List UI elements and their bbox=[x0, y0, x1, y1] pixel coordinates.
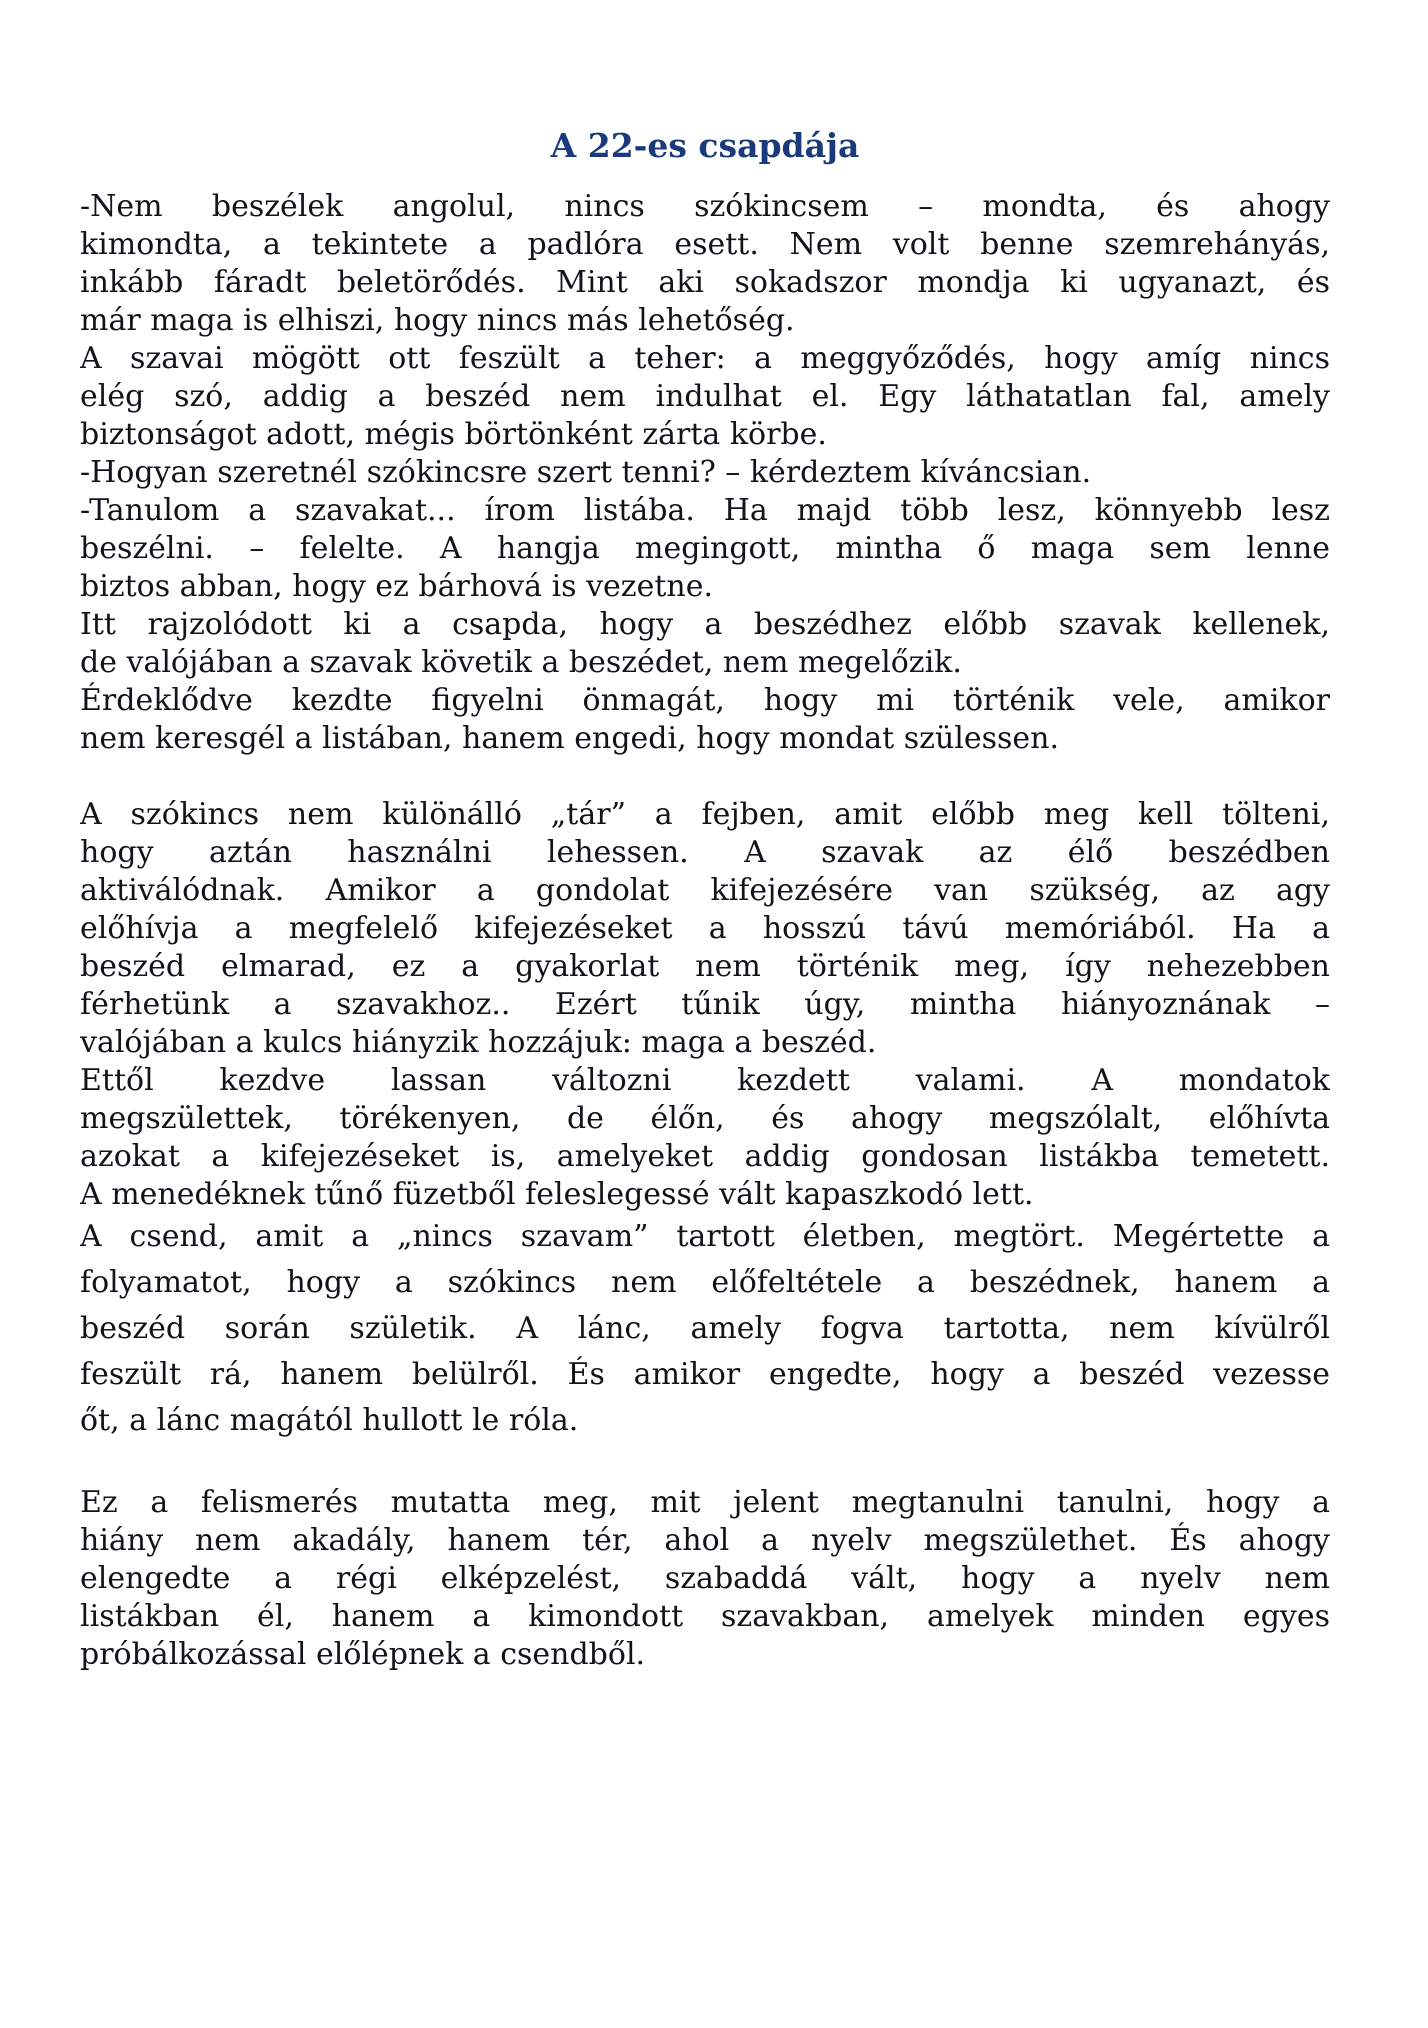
text-line: -Nem beszélek angolul, nincs szókincsem – mondta, és ahogy bbox=[80, 189, 1330, 224]
text-line: nem keresgél a listában, hanem engedi, hogy mondat szülessen. bbox=[80, 721, 1060, 756]
text-line: aktiválódnak. Amikor a gondolat kifejezésére van szükség, az agy bbox=[80, 873, 1330, 908]
document-body bbox=[80, 188, 1330, 1674]
text-line: kimondta, a tekintete a padlóra esett. Nem volt benne szemrehányás, bbox=[80, 227, 1330, 262]
text-line: megszülettek, törékenyen, de élőn, és ahogy megszólalt, előhívta bbox=[80, 1101, 1330, 1136]
text-line: listákban él, hanem a kimondott szavakban, amelyek minden egyes bbox=[80, 1599, 1330, 1634]
text-line: előhívja a megfelelő kifejezéseket a hosszú távú memóriából. Ha a bbox=[80, 911, 1330, 946]
text-line: biztos abban, hogy ez bárhová is vezetne. bbox=[80, 569, 714, 604]
text-line: Itt rajzolódott ki a csapda, hogy a beszédhez előbb szavak kellenek, bbox=[80, 607, 1330, 642]
paragraph bbox=[80, 606, 1330, 682]
paragraph bbox=[80, 340, 1330, 454]
text-line: beszélni. – felelte. A hangja megingott, mintha ő maga sem lenne bbox=[80, 531, 1330, 566]
text-line: már maga is elhiszi, hogy nincs más lehetőség. bbox=[80, 303, 795, 338]
text-line: elengedte a régi elképzelést, szabaddá vált, hogy a nyelv nem bbox=[80, 1561, 1330, 1596]
text-line: biztonságot adott, mégis börtönként zárta körbe. bbox=[80, 417, 827, 452]
page-title: A 22-es csapdája bbox=[550, 126, 860, 165]
paragraph bbox=[80, 1214, 1330, 1444]
text-line: Ettől kezdve lassan változni kezdett valami. A mondatok bbox=[80, 1063, 1330, 1098]
text-line: elég szó, addig a beszéd nem indulhat el. Egy láthatatlan fal, amely bbox=[80, 379, 1330, 414]
text-line: hogy aztán használni lehessen. A szavak az élő beszédben bbox=[80, 835, 1330, 870]
text-line: folyamatot, hogy a szókincs nem előfeltétele a beszédnek, hanem a bbox=[80, 1265, 1330, 1300]
text-line: férhetünk a szavakhoz.. Ezért tűnik úgy, mintha hiányoznának – bbox=[80, 987, 1330, 1022]
text-line: beszéd során születik. A lánc, amely fogva tartotta, nem kívülről bbox=[80, 1311, 1330, 1346]
paragraph bbox=[80, 454, 1330, 492]
text-line: Ez a felismerés mutatta meg, mit jelent megtanulni tanulni, hogy a bbox=[80, 1485, 1330, 1520]
text-line: valójában a kulcs hiányzik hozzájuk: maga a beszéd. bbox=[80, 1025, 877, 1060]
text-line: A szavai mögött ott feszült a teher: a meggyőződés, hogy amíg nincs bbox=[80, 341, 1330, 376]
text-line: inkább fáradt beletörődés. Mint aki sokadszor mondja ki ugyanazt, és bbox=[80, 265, 1330, 300]
text-line: őt, a lánc magától hullott le róla. bbox=[80, 1403, 579, 1438]
text-line: beszéd elmarad, ez a gyakorlat nem történik meg, így nehezebben bbox=[80, 949, 1330, 984]
text-line: -Hogyan szeretnél szókincsre szert tenni? – kérdeztem kíváncsian. bbox=[80, 455, 1092, 490]
paragraph bbox=[80, 1062, 1330, 1214]
text-line: hiány nem akadály, hanem tér, ahol a nyelv megszülethet. És ahogy bbox=[80, 1523, 1330, 1558]
text-line: A menedéknek tűnő füzetből feleslegessé vált kapaszkodó lett. bbox=[80, 1177, 1034, 1212]
text-line: próbálkozással előlépnek a csendből. bbox=[80, 1637, 646, 1672]
text-line: -Tanulom a szavakat... írom listába. Ha majd több lesz, könnyebb lesz bbox=[80, 493, 1330, 528]
paragraph bbox=[80, 188, 1330, 340]
paragraph bbox=[80, 796, 1330, 1062]
text-line: de valójában a szavak követik a beszédet, nem megelőzik. bbox=[80, 645, 962, 680]
paragraph bbox=[80, 1484, 1330, 1674]
text-line: azokat a kifejezéseket is, amelyeket addig gondosan listákba temetett. bbox=[80, 1139, 1330, 1174]
text-line: A szókincs nem különálló „tár” a fejben, amit előbb meg kell tölteni, bbox=[80, 797, 1330, 832]
text-line: Érdeklődve kezdte figyelni önmagát, hogy mi történik vele, amikor bbox=[80, 683, 1330, 718]
text-line: feszült rá, hanem belülről. És amikor engedte, hogy a beszéd vezesse bbox=[80, 1357, 1330, 1392]
text-line: A csend, amit a „nincs szavam” tartott életben, megtört. Megértette a bbox=[80, 1219, 1330, 1254]
paragraph bbox=[80, 682, 1330, 758]
paragraph bbox=[80, 492, 1330, 606]
